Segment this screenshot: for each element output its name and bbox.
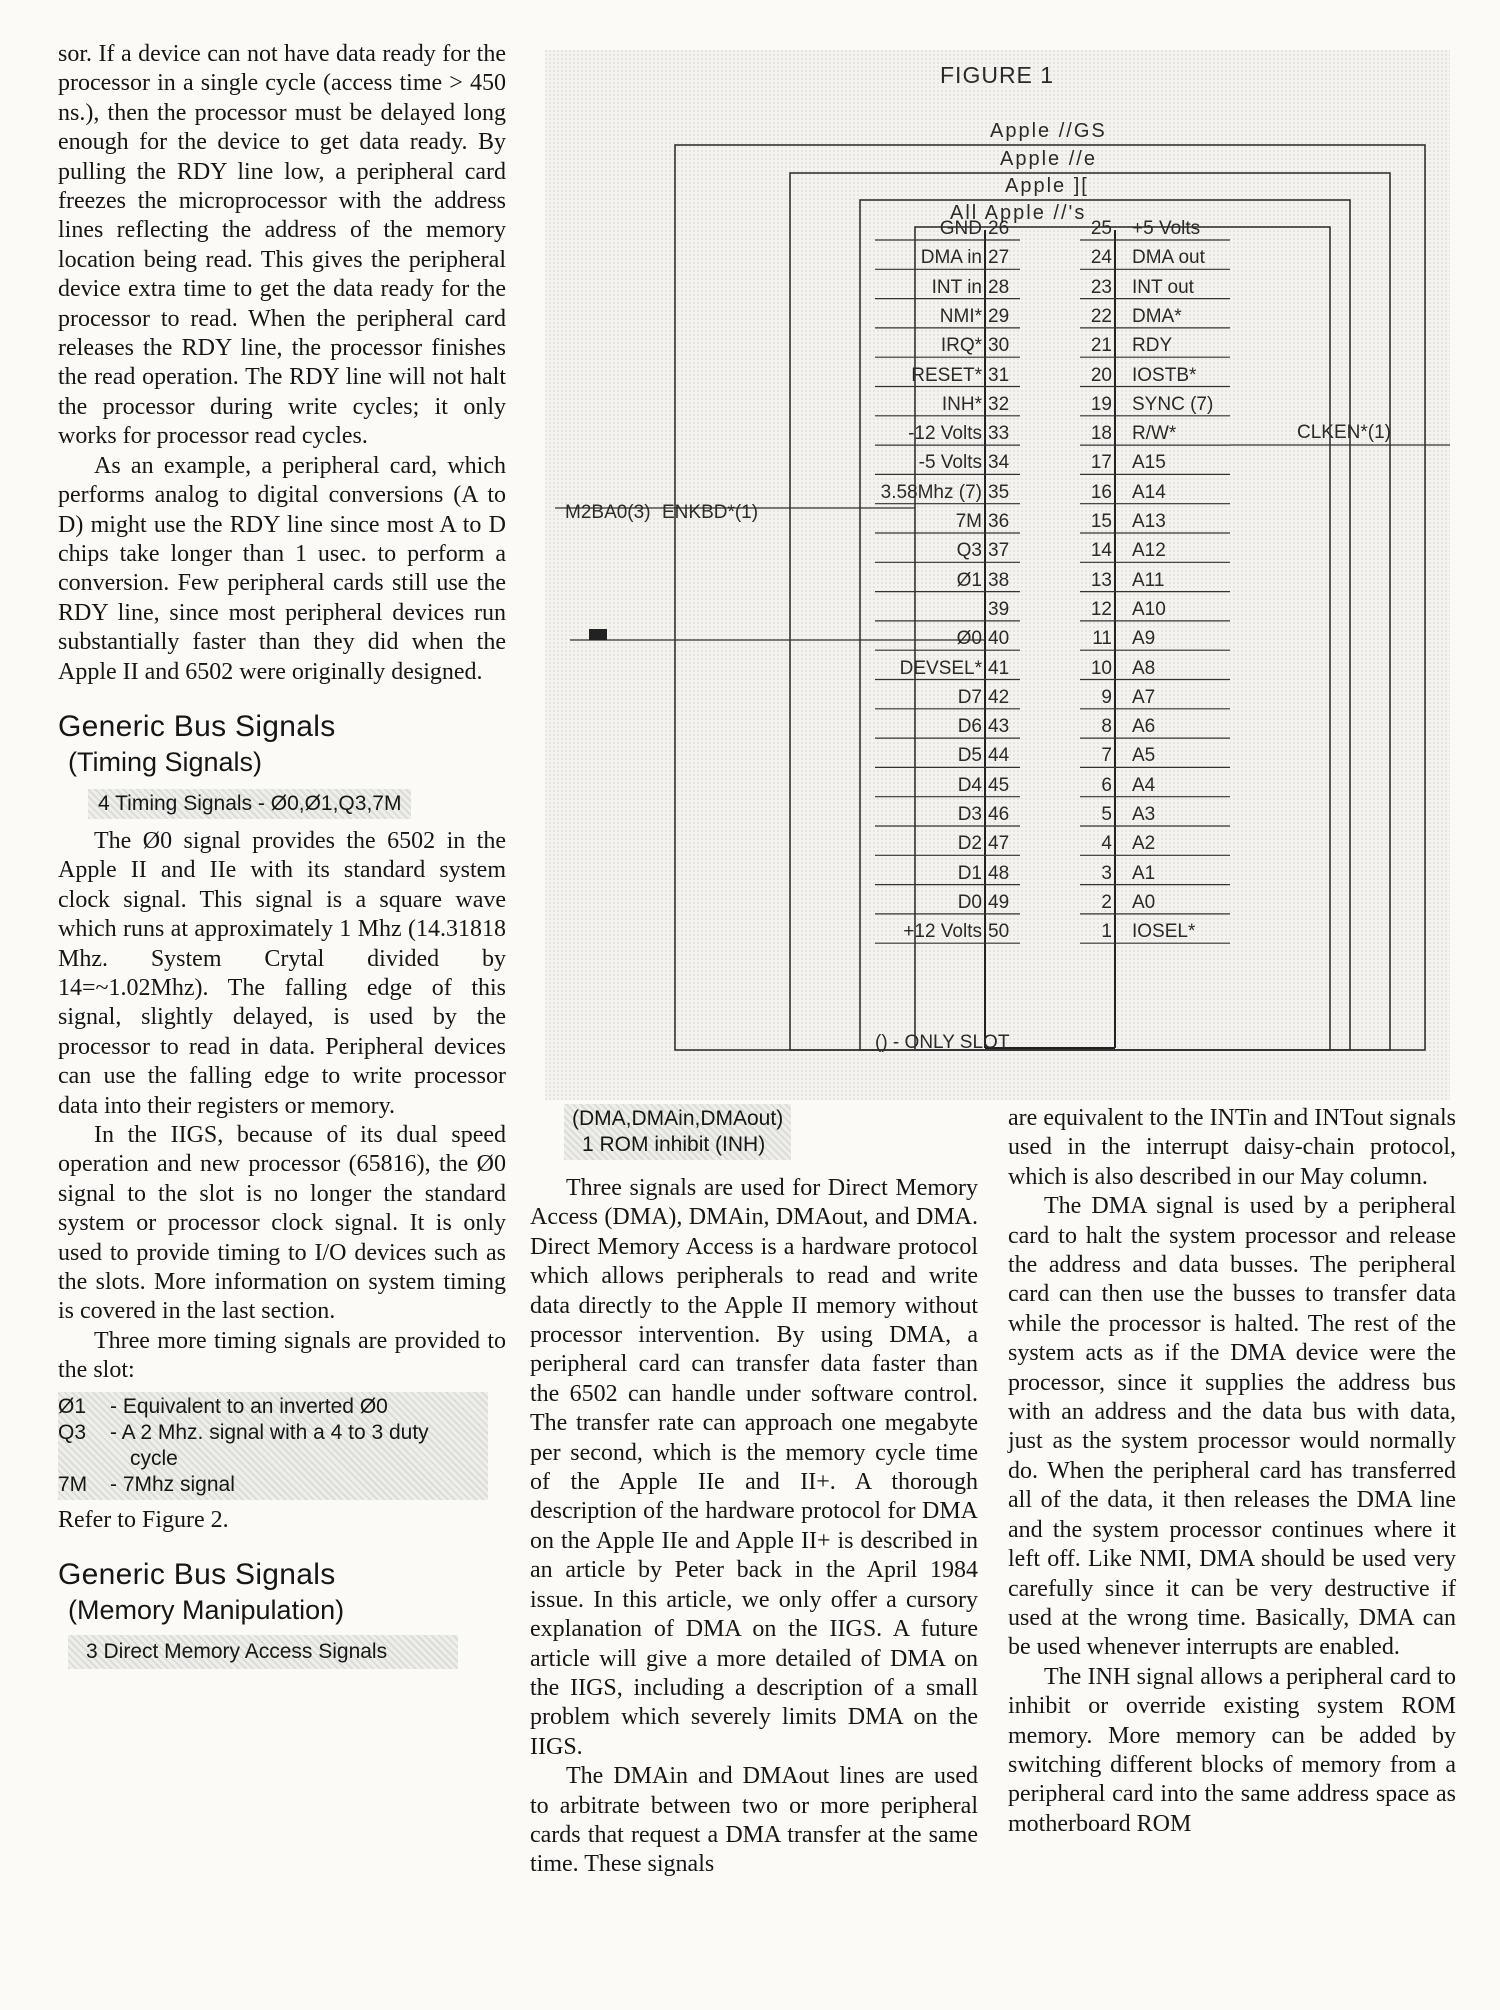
pin-label-left: D2: [957, 833, 982, 855]
dma-note-line2: 1 ROM inhibit (INH): [582, 1133, 766, 1156]
middle-column: [530, 1104, 978, 1880]
label-enkbd: ENKBD*(1): [662, 502, 759, 523]
paragraph-dma: Three signals are used for Direct Memory Access (DMA), DMAin, DMAout, and DMA. Direct Memory Access is a hardware protocol which allows peripherals to read and write data directly to the Apple II memory without processor intervention. By using DMA, a peripheral card can transfer data faster than the 6502 can handle under software control. The transfer rate can approach one megabyte per second, which is the memory cycle time of the Apple IIe and II+. A thorough description of the hardware protocol for DMA on the Apple IIe and Apple II+ is described in an article by Peter back in the April 1984 issue. In this article, we only offer a cursory explanation of DMA on the IIGS. A future article will give a more detailed of DMA on the IIGS, including a description of a small problem which severely limits DMA on the IIGS.: [530, 1175, 978, 1760]
pin-label-left: D1: [957, 862, 982, 884]
pin-label-right: R/W*: [1132, 423, 1177, 445]
pin-label-left: -5 Volts: [918, 452, 982, 474]
pin-number-left: 47: [988, 833, 1010, 855]
pin-label-left: D4: [957, 774, 982, 796]
pin-label-right: SYNC (7): [1132, 393, 1214, 415]
pin-number-left: 28: [988, 276, 1010, 298]
paragraph-example: As an example, a peripheral card, which performs analog to digital conversions (A to D) might use the RDY line since most A to D chips take longer than 1 usec. to perform a conversion. Few peripheral cards still use the RDY line, since most peripheral devices run substantially faster than they did when the Apple II and 6502 were originally designed.: [58, 452, 506, 685]
pin-number-right: 16: [1090, 481, 1112, 503]
pin-label-left: D0: [957, 891, 982, 913]
pin-number-left: 31: [988, 364, 1010, 386]
pin-label-left: INT in: [931, 276, 982, 298]
signal-desc: cycle: [130, 1446, 178, 1470]
pin-number-left: 38: [988, 569, 1010, 591]
pin-number-left: 36: [988, 511, 1010, 532]
paragraph-iigs: In the IIGS, because of its dual speed operation and new processor (65816), the Ø0 signal to the slot is no longer the standard system or processor clock signal. It is only used to provide timing to I/O devices such as the slots. More information on system timing is covered in the last section.: [58, 1122, 506, 1325]
pin-label-right: IOSTB*: [1132, 364, 1197, 386]
pin-number-left: 49: [988, 891, 1010, 913]
pin-label-right: A8: [1132, 657, 1156, 679]
pin-number-right: 12: [1090, 598, 1112, 620]
pin-number-left: 33: [988, 423, 1010, 445]
pin-label-right: A11: [1132, 569, 1165, 591]
paragraph-dma-signal: The DMA signal is used by a peripheral card to halt the system processor and release the address and data busses. The peripheral card can then use the busses to transfer data while the processor is halted. The rest of the system acts as if the DMA device were the processor, since it supplies the address bus with an address and the data bus with data, just as the system processor would normally do. When the peripheral card has transferred all of the data, it then releases the DMA line and the system processor continues where it left off. Like NMI, DMA should be used very carefully since it can be very destructive if used at the wrong time. Basically, DMA can be used whenever interrupts are enabled.: [1008, 1193, 1456, 1661]
figure-1-slot-pinout: [545, 50, 1450, 1100]
signal-list: [58, 1392, 488, 1500]
pin-label-left: 7M: [955, 511, 982, 532]
subheading-timing: (Timing Signals): [68, 746, 263, 777]
box-label-apple-iie: Apple //e: [1000, 148, 1097, 170]
pin-label-left: 3.58Mhz (7): [880, 481, 982, 503]
pin-number-left: 37: [988, 540, 1010, 562]
pin-number-left: 35: [988, 481, 1010, 503]
pin-label-left: +12 Volts: [903, 921, 982, 943]
pin-number-left: 27: [988, 247, 1010, 269]
figure-footnote: () - ONLY SLOT: [875, 1032, 1010, 1053]
box-label-apple-ii: Apple ][: [1005, 175, 1089, 197]
signal-name: Ø1: [58, 1394, 87, 1418]
pin-label-right: A3: [1132, 804, 1156, 825]
pin-number-left: 43: [988, 716, 1010, 738]
pin-label-left: D6: [957, 716, 982, 738]
signal-row: [58, 1472, 488, 1498]
pin-number-left: 45: [988, 774, 1010, 796]
pin-number-right: 2: [1101, 891, 1112, 913]
pin-label-left: RESET*: [911, 364, 982, 386]
pin-number-right: 22: [1090, 305, 1112, 327]
pin-label-left: Q3: [956, 540, 982, 562]
pin-label-right: A12: [1132, 540, 1166, 562]
pin-label-right: DMA*: [1132, 305, 1182, 327]
pin-number-left: 46: [988, 804, 1010, 825]
pin-number-right: 20: [1090, 364, 1112, 386]
pin-label-left: GND: [939, 218, 982, 239]
pin-number-left: 42: [988, 686, 1010, 708]
pin-label-left: INH*: [941, 393, 982, 415]
pin-label-right: A4: [1132, 774, 1156, 796]
pin-label-right: A10: [1132, 598, 1166, 620]
pin-number-right: 21: [1090, 335, 1112, 357]
signal-desc: - A 2 Mhz. signal with a 4 to 3 duty: [110, 1420, 429, 1444]
refer-figure-2: Refer to Figure 2.: [58, 1506, 229, 1533]
pin-number-right: 14: [1090, 540, 1112, 562]
pin-number-right: 18: [1090, 423, 1112, 445]
pin-39-marker: [589, 629, 607, 640]
pin-number-left: 48: [988, 862, 1010, 884]
pin-number-left: 39: [988, 598, 1010, 620]
box-label-all-apple: All Apple //'s: [950, 202, 1087, 224]
left-column: [58, 40, 506, 1669]
pin-number-right: 6: [1101, 774, 1112, 796]
pin-number-left: 32: [988, 393, 1010, 415]
pin-number-right: 8: [1101, 716, 1112, 738]
pin-number-right: 24: [1090, 247, 1112, 269]
paragraph-rdy-intro: sor. If a device can not have data ready for the processor in a single cycle (access time > 450 ns.), then the processor must be delayed long enough for the device to get data ready. By pulling the RDY line low, a peripheral card freezes the microprocessor with the address lines reflecting the address of the memory location being read. This gives the peripheral device extra time to get the data ready for the processor to read. When the peripheral card releases the RDY line, the processor finishes the read operation. The RDY line will not halt the processor during write cycles; it only works for processor read cycles.: [58, 41, 506, 450]
pin-number-left: 41: [988, 657, 1010, 679]
pin-number-left: 26: [988, 218, 1010, 239]
pin-number-right: 3: [1101, 862, 1112, 884]
pin-label-left: D7: [957, 686, 982, 708]
paragraph-phi0: The Ø0 signal provides the 6502 in the Apple II and IIe with its standard system clock signal. This signal is a square wave which runs at approximately 1 Mhz (14.31818 Mhz. System Crytal divided by 14=~1.02Mhz). The falling edge of this signal, slightly delayed, is used by the processor to read in data. Peripheral devices can use the falling edge to write processor data into their registers or memory.: [58, 827, 506, 1119]
heading-memory: Generic Bus Signals: [58, 1558, 336, 1592]
pin-label-right: INT out: [1132, 276, 1194, 298]
pin-label-right: A9: [1132, 628, 1156, 650]
pin-number-right: 15: [1090, 511, 1112, 532]
pin-number-right: 5: [1101, 804, 1112, 825]
timing-signals-note: [88, 789, 411, 819]
pin-label-right: A13: [1132, 511, 1166, 532]
paragraph-inh: The INH signal allows a peripheral card to inhibit or override existing system ROM memory. More memory can be added by switching different blocks of memory from a peripheral card into the same address space as motherboard ROM: [1008, 1663, 1456, 1837]
signal-row: [58, 1420, 488, 1446]
pin-number-left: 29: [988, 305, 1010, 327]
dma-signals-note: [68, 1635, 458, 1669]
pin-label-left: D5: [957, 745, 982, 767]
pin-label-right: A5: [1132, 745, 1156, 767]
signal-name: Q3: [58, 1420, 87, 1444]
heading-timing: Generic Bus Signals: [58, 709, 336, 743]
pin-label-left: D3: [957, 804, 982, 825]
pin-label-left: DMA in: [920, 247, 982, 269]
box-label-apple-gs: Apple //GS: [990, 120, 1107, 142]
pin-number-right: 1: [1101, 921, 1112, 943]
pin-label-right: A15: [1132, 452, 1166, 474]
figure-title: FIGURE 1: [940, 62, 1055, 88]
pin-label-right: A6: [1132, 716, 1156, 738]
pin-label-right: A7: [1132, 686, 1156, 708]
pin-label-left: DEVSEL*: [899, 657, 982, 679]
pin-label-right: DMA out: [1132, 247, 1205, 269]
pin-number-right: 23: [1090, 276, 1112, 298]
pin-number-right: 9: [1101, 686, 1112, 708]
dma-note-box: [564, 1104, 791, 1160]
pin-number-left: 44: [988, 745, 1010, 767]
pin-label-left: NMI*: [939, 305, 982, 327]
paragraph-dmain: The DMAin and DMAout lines are used to arbitrate between two or more peripheral cards that request a DMA transfer at the same time. These signals: [530, 1763, 978, 1878]
pin-number-right: 7: [1101, 745, 1112, 767]
pin-label-right: A14: [1132, 481, 1166, 503]
pin-number-right: 11: [1092, 628, 1112, 650]
pin-label-right: IOSEL*: [1132, 921, 1196, 943]
pin-label-right: A1: [1132, 862, 1156, 884]
pin-label-left: Ø0: [956, 628, 982, 650]
label-clken: CLKEN*(1): [1297, 422, 1391, 443]
pin-number-left: 40: [988, 628, 1010, 650]
pin-number-right: 17: [1090, 452, 1112, 474]
pin-label-left: -12 Volts: [908, 423, 982, 445]
label-m2ba0: M2BA0(3): [565, 502, 651, 523]
pin-number-right: 13: [1090, 569, 1112, 591]
dma-signals-label: 3 Direct Memory Access Signals: [86, 1640, 388, 1664]
pin-number-right: 19: [1090, 393, 1112, 415]
paragraph-interrupt: are equivalent to the INTin and INTout signals used in the interrupt daisy-chain protocol, which is also described in our May column.: [1008, 1105, 1456, 1190]
signal-row: [58, 1394, 488, 1420]
paragraph-three-signals: Three more timing signals are provided to the slot:: [58, 1327, 506, 1384]
pin-number-left: 34: [988, 452, 1010, 474]
signal-row: [58, 1446, 488, 1472]
pin-label-left: Ø1: [956, 569, 982, 591]
pin-label-right: RDY: [1132, 335, 1173, 357]
pin-label-right: A0: [1132, 891, 1156, 913]
pin-number-right: 25: [1090, 218, 1112, 239]
pin-number-right: 4: [1101, 833, 1112, 855]
subheading-memory: (Memory Manipulation): [68, 1595, 345, 1626]
signal-name: 7M: [58, 1472, 88, 1496]
signal-desc: - Equivalent to an inverted Ø0: [110, 1394, 388, 1418]
timing-signals-label: 4 Timing Signals - Ø0,Ø1,Q3,7M: [98, 791, 402, 815]
pin-number-left: 50: [988, 921, 1010, 943]
pin-label-right: A2: [1132, 833, 1156, 855]
pin-number-right: 10: [1090, 657, 1112, 679]
pin-label-right: +5 Volts: [1132, 218, 1201, 239]
dma-note-line1: (DMA,DMAin,DMAout): [572, 1107, 784, 1130]
pin-label-left: IRQ*: [940, 335, 982, 357]
signal-desc: - 7Mhz signal: [110, 1472, 235, 1496]
right-column: [1008, 1104, 1456, 1839]
pin-number-left: 30: [988, 335, 1010, 357]
